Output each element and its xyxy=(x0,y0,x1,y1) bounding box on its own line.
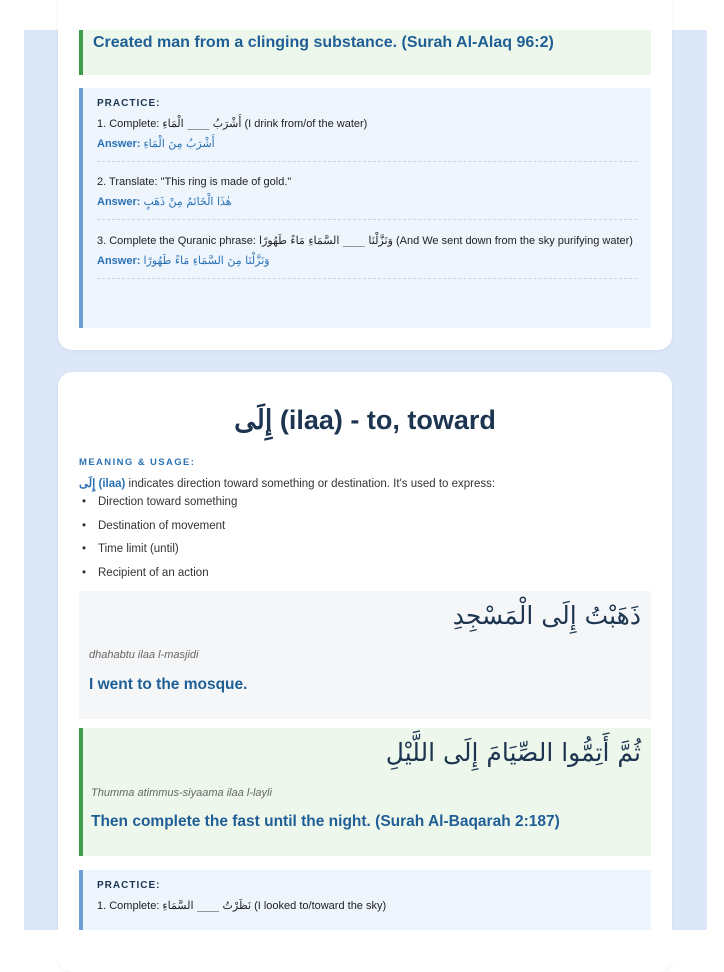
section-label-meaning: MEANING & USAGE: xyxy=(79,457,196,468)
quran-translation: Then complete the fast until the night. (Surah Al-Baqarah 2:187) xyxy=(91,813,560,830)
practice-answer: Answer: أَشْرَبُ مِنَ الْمَاءِ xyxy=(97,137,215,150)
usage-list xyxy=(79,494,237,588)
usage-item: • Direction toward something xyxy=(79,494,237,518)
practice-answer: Answer: وَنَزَّلْنَا مِنَ السَّمَاءِ مَاءً طَهُورًا xyxy=(97,254,270,267)
practice-question: 1. Complete: نَظَرْتُ ____ السَّمَاءِ (I looked to/toward the sky) xyxy=(97,899,387,912)
practice-title: PRACTICE: xyxy=(97,880,161,891)
example-translation: I went to the mosque. xyxy=(89,676,248,693)
example-box xyxy=(79,591,651,719)
quran-arabic: ثُمَّ أَتِمُّوا الصِّيَامَ إِلَى اللَّيْلِ xyxy=(385,738,641,767)
practice-box xyxy=(79,88,651,328)
practice-item xyxy=(97,228,637,279)
usage-item: • Recipient of an action xyxy=(79,565,237,589)
quran-example-box xyxy=(79,30,651,75)
practice-item xyxy=(97,170,637,220)
quran-transliteration: Thumma atimmus-siyaama ilaa l-layli xyxy=(91,787,272,799)
practice-answer: Answer: هٰذَا الْخَاتَمُ مِنْ ذَهَبٍ xyxy=(97,195,232,208)
word-title: إِلَى (ilaa) - to, toward xyxy=(234,405,496,436)
practice-item xyxy=(97,115,637,162)
practice-question: 2. Translate: "This ring is made of gold." xyxy=(97,176,292,188)
usage-item: • Time limit (until) xyxy=(79,541,237,565)
practice-question: 3. Complete the Quranic phrase: وَنَزَّلْنَا ____ السَّمَاءِ مَاءً طَهُورًا (And We sent down from the sky purifying water) xyxy=(97,234,633,247)
quran-translation: Created man from a clinging substance. (Surah Al-Alaq 96:2) xyxy=(93,34,554,51)
practice-box xyxy=(79,870,651,930)
example-arabic: ذَهَبْتُ إِلَى الْمَسْجِدِ xyxy=(452,601,641,630)
practice-question: 1. Complete: أَشْرَبُ ____ الْمَاءِ (I drink from/of the water) xyxy=(97,117,368,130)
example-transliteration: dhahabtu ilaa l-masjidi xyxy=(89,649,199,661)
usage-item: • Destination of movement xyxy=(79,518,237,542)
quran-example-box xyxy=(79,728,651,856)
meaning-intro: إِلَى (ilaa) indicates direction toward something or destination. It's used to express: xyxy=(79,476,496,490)
practice-title: PRACTICE: xyxy=(97,98,161,109)
page-bottom-strip xyxy=(0,930,724,961)
